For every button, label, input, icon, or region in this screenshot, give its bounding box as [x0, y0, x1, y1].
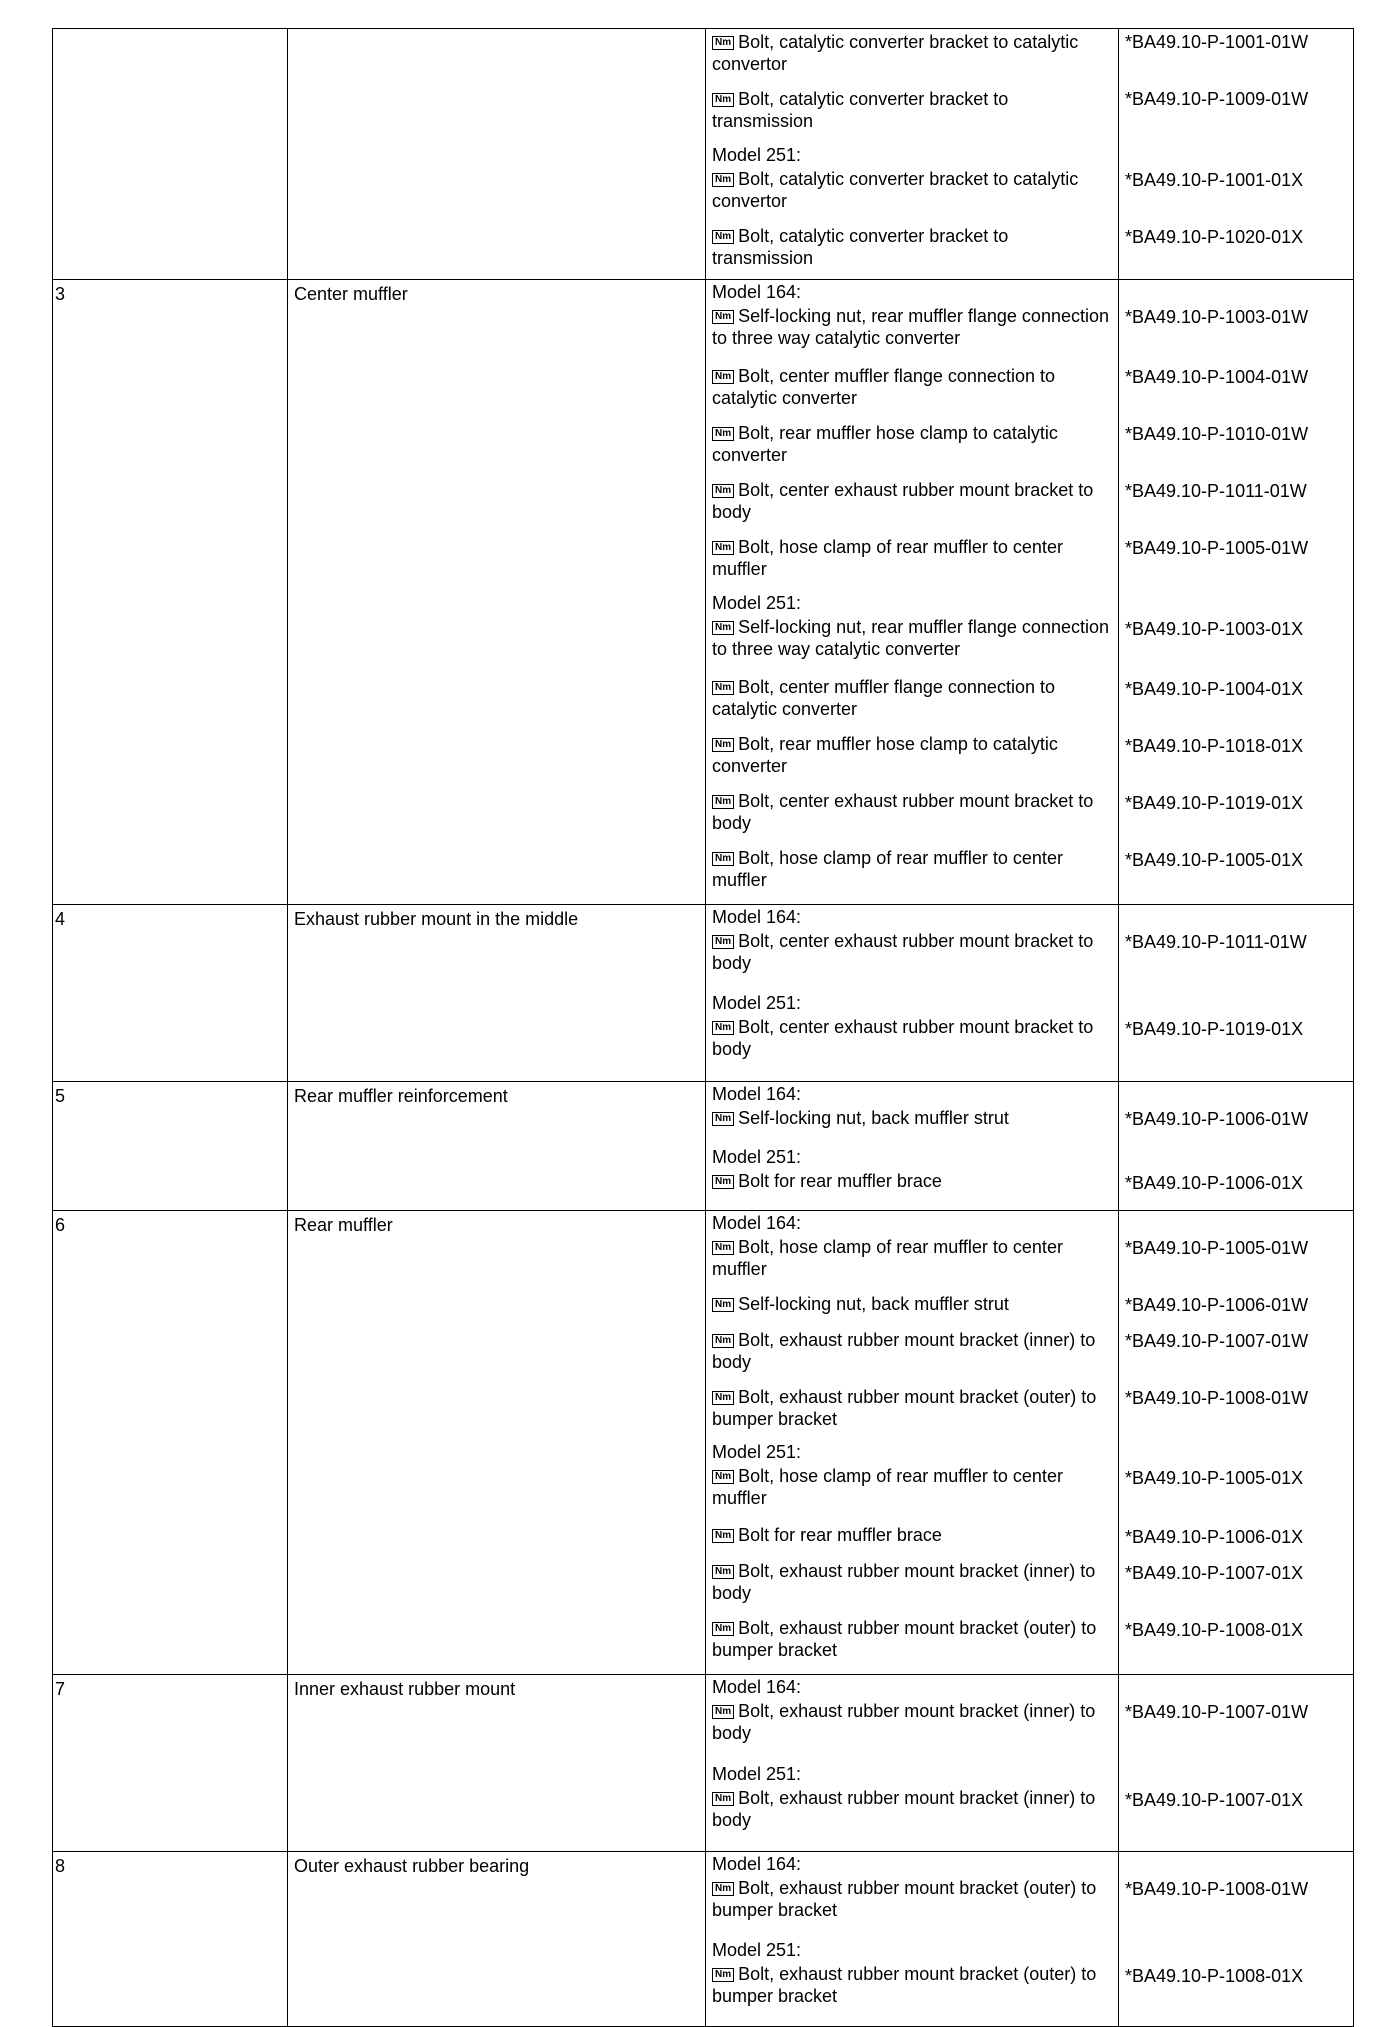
torque-nm-icon: Nm	[712, 1529, 734, 1543]
fastener-spec	[706, 303, 1118, 363]
reference-code[interactable]: *BA49.10-P-1019-01X	[1125, 1019, 1304, 1039]
torque-nm-icon: Nm	[712, 310, 734, 324]
fastener-description: Bolt, catalytic converter bracket to catalytic convertor	[712, 169, 1079, 211]
fastener-spec	[706, 1327, 1118, 1384]
fastener-description: Bolt for rear muffler brace	[738, 1525, 942, 1545]
fastener-description: Bolt, exhaust rubber mount bracket (outer) to bumper bracket	[712, 1618, 1097, 1660]
fastener-spec	[706, 1105, 1118, 1145]
reference-code[interactable]: *BA49.10-P-1001-01W	[1125, 32, 1309, 52]
fastener-description: Bolt, center muffler flange connection to catalytic converter	[712, 677, 1055, 719]
fastener-spec	[706, 1698, 1118, 1762]
component-name: Rear muffler	[288, 1211, 706, 1675]
component-name: Rear muffler reinforcement	[288, 1082, 706, 1211]
reference-code[interactable]: *BA49.10-P-1011-01W	[1125, 481, 1307, 501]
torque-nm-icon: Nm	[712, 370, 734, 384]
reference-code[interactable]: *BA49.10-P-1003-01W	[1125, 307, 1309, 327]
torque-nm-icon: Nm	[712, 1298, 734, 1312]
table-row	[53, 1082, 1354, 1211]
table-row	[53, 280, 1354, 905]
empty-code-cell	[1119, 1939, 1353, 1963]
empty-code-cell	[1119, 1675, 1353, 1699]
reference-code[interactable]: *BA49.10-P-1006-01X	[1125, 1527, 1304, 1547]
fastener-spec	[706, 674, 1118, 731]
item-number: 7	[53, 1675, 288, 1852]
empty-code-cell	[1119, 992, 1353, 1016]
torque-nm-icon: Nm	[712, 541, 734, 555]
fastener-description: Self-locking nut, back muffler strut	[738, 1294, 1009, 1314]
fastener-description: Bolt, center exhaust rubber mount bracket to body	[712, 791, 1094, 833]
torque-nm-icon: Nm	[712, 795, 734, 809]
fastener-description: Bolt, hose clamp of rear muffler to center muffler	[712, 1237, 1063, 1279]
torque-nm-icon: Nm	[712, 1792, 734, 1806]
reference-code[interactable]: *BA49.10-P-1008-01W	[1125, 1388, 1309, 1408]
fastener-spec	[706, 788, 1118, 845]
table-row	[53, 29, 1354, 280]
model-label: Model 251:	[712, 1442, 802, 1462]
fastener-spec	[706, 477, 1118, 534]
reference-code[interactable]: *BA49.10-P-1001-01X	[1125, 170, 1304, 190]
fastener-spec	[706, 1014, 1118, 1079]
fastener-spec	[706, 1234, 1118, 1291]
fastener-spec	[706, 1522, 1118, 1558]
table-row	[53, 905, 1354, 1082]
reference-code[interactable]: *BA49.10-P-1009-01W	[1125, 89, 1309, 109]
empty-code-cell	[1119, 1146, 1353, 1170]
item-number: 6	[53, 1211, 288, 1675]
fastener-spec	[706, 166, 1118, 223]
model-label: Model 251:	[712, 1940, 802, 1960]
table-row	[53, 1211, 1354, 1675]
fastener-spec	[706, 1291, 1118, 1327]
reference-code[interactable]: *BA49.10-P-1005-01W	[1125, 1238, 1309, 1258]
fastener-description: Bolt, center exhaust rubber mount bracket to body	[712, 931, 1094, 973]
model-label: Model 164:	[712, 1854, 802, 1874]
reference-code[interactable]: *BA49.10-P-1011-01W	[1125, 932, 1307, 952]
fastener-description: Bolt, exhaust rubber mount bracket (inner) to body	[712, 1788, 1096, 1830]
fastener-spec	[706, 1558, 1118, 1615]
fastener-description: Bolt, hose clamp of rear muffler to center muffler	[712, 537, 1063, 579]
torque-nm-icon: Nm	[712, 1565, 734, 1579]
fastener-description: Bolt, exhaust rubber mount bracket (outer) to bumper bracket	[712, 1387, 1097, 1429]
empty-code-cell	[1119, 1211, 1353, 1235]
empty-code-cell	[1119, 1852, 1353, 1876]
component-name: Outer exhaust rubber bearing	[288, 1852, 706, 2027]
fastener-spec	[706, 1875, 1118, 1938]
fastener-description: Bolt, exhaust rubber mount bracket (outer) to bumper bracket	[712, 1878, 1097, 1920]
fastener-spec	[706, 363, 1118, 420]
torque-nm-icon: Nm	[712, 427, 734, 441]
reference-code[interactable]: *BA49.10-P-1019-01X	[1125, 793, 1304, 813]
fastener-spec	[706, 29, 1118, 86]
model-label: Model 251:	[712, 145, 802, 165]
torque-spec-table-page	[52, 28, 1353, 2006]
item-number: 5	[53, 1082, 288, 1211]
fastener-description: Bolt, exhaust rubber mount bracket (outer) to bumper bracket	[712, 1964, 1097, 2006]
fastener-list	[706, 905, 1119, 1082]
fastener-spec	[706, 86, 1118, 143]
torque-nm-icon: Nm	[712, 1882, 734, 1896]
empty-code-cell	[1119, 1763, 1353, 1787]
empty-code-cell	[1119, 1082, 1353, 1106]
reference-code[interactable]: *BA49.10-P-1007-01X	[1125, 1790, 1304, 1810]
torque-nm-icon: Nm	[712, 230, 734, 244]
model-label: Model 164:	[712, 907, 802, 927]
reference-code-list	[1119, 29, 1354, 280]
fastener-spec	[706, 1961, 1118, 2024]
fastener-spec	[706, 534, 1118, 591]
fastener-spec	[706, 1384, 1118, 1440]
reference-code[interactable]: *BA49.10-P-1006-01W	[1125, 1295, 1309, 1315]
item-number: 3	[53, 280, 288, 905]
reference-code[interactable]: *BA49.10-P-1005-01X	[1125, 1468, 1304, 1488]
model-label: Model 164:	[712, 1213, 802, 1233]
fastener-description: Self-locking nut, rear muffler flange connection to three way catalytic converter	[712, 306, 1109, 348]
fastener-list	[706, 29, 1119, 280]
reference-code[interactable]: *BA49.10-P-1007-01W	[1125, 1331, 1309, 1351]
fastener-spec	[706, 1785, 1118, 1849]
fastener-spec	[706, 928, 1118, 991]
torque-nm-icon: Nm	[712, 484, 734, 498]
fastener-description: Bolt, exhaust rubber mount bracket (inner) to body	[712, 1701, 1096, 1743]
empty-code-cell	[1119, 280, 1353, 304]
model-label: Model 251:	[712, 1764, 802, 1784]
fastener-spec	[706, 420, 1118, 477]
reference-code[interactable]: *BA49.10-P-1003-01X	[1125, 619, 1304, 639]
torque-nm-icon: Nm	[712, 1334, 734, 1348]
fastener-description: Self-locking nut, back muffler strut	[738, 1108, 1009, 1128]
component-name: Exhaust rubber mount in the middle	[288, 905, 706, 1082]
reference-code-list	[1119, 280, 1354, 905]
torque-nm-icon: Nm	[712, 852, 734, 866]
reference-code[interactable]: *BA49.10-P-1004-01W	[1125, 367, 1309, 387]
fastener-description: Bolt, hose clamp of rear muffler to center muffler	[712, 848, 1063, 890]
torque-nm-icon: Nm	[712, 173, 734, 187]
torque-spec-table	[52, 28, 1354, 2027]
table-row	[53, 1852, 1354, 2027]
fastener-spec	[706, 731, 1118, 788]
model-label: Model 251:	[712, 593, 802, 613]
reference-code[interactable]: *BA49.10-P-1020-01X	[1125, 227, 1304, 247]
torque-nm-icon: Nm	[712, 1021, 734, 1035]
fastener-description: Bolt, exhaust rubber mount bracket (inner) to body	[712, 1561, 1096, 1603]
reference-code[interactable]: *BA49.10-P-1008-01X	[1125, 1620, 1304, 1640]
fastener-list	[706, 1852, 1119, 2027]
component-name	[288, 29, 706, 280]
reference-code[interactable]: *BA49.10-P-1006-01X	[1125, 1173, 1304, 1193]
fastener-list	[706, 280, 1119, 905]
model-label: Model 164:	[712, 282, 802, 302]
reference-code-list	[1119, 1082, 1354, 1211]
torque-nm-icon: Nm	[712, 1470, 734, 1484]
fastener-spec	[706, 614, 1118, 674]
fastener-description: Bolt, rear muffler hose clamp to catalytic converter	[712, 734, 1058, 776]
model-label: Model 164:	[712, 1677, 802, 1697]
reference-code[interactable]: *BA49.10-P-1010-01W	[1125, 424, 1309, 444]
empty-code-cell	[1119, 1441, 1353, 1465]
fastener-description: Bolt, catalytic converter bracket to catalytic convertor	[712, 32, 1079, 74]
table-row	[53, 1675, 1354, 1852]
fastener-spec	[706, 1168, 1118, 1208]
reference-code[interactable]: *BA49.10-P-1008-01W	[1125, 1879, 1309, 1899]
fastener-description: Self-locking nut, rear muffler flange connection to three way catalytic converter	[712, 617, 1109, 659]
reference-code-list	[1119, 1675, 1354, 1852]
torque-nm-icon: Nm	[712, 36, 734, 50]
component-name: Inner exhaust rubber mount	[288, 1675, 706, 1852]
torque-nm-icon: Nm	[712, 935, 734, 949]
fastener-spec	[706, 223, 1118, 278]
fastener-spec	[706, 1615, 1118, 1672]
reference-code[interactable]: *BA49.10-P-1004-01X	[1125, 679, 1304, 699]
model-label: Model 164:	[712, 1084, 802, 1104]
torque-nm-icon: Nm	[712, 621, 734, 635]
fastener-spec	[706, 845, 1118, 902]
fastener-list	[706, 1082, 1119, 1211]
torque-nm-icon: Nm	[712, 1112, 734, 1126]
fastener-description: Bolt, rear muffler hose clamp to catalytic converter	[712, 423, 1058, 465]
reference-code[interactable]: *BA49.10-P-1006-01W	[1125, 1109, 1309, 1129]
torque-nm-icon: Nm	[712, 1968, 734, 1982]
fastener-description: Bolt, catalytic converter bracket to transmission	[712, 226, 1009, 268]
reference-code[interactable]: *BA49.10-P-1007-01X	[1125, 1563, 1304, 1583]
reference-code-list	[1119, 1852, 1354, 2027]
reference-code[interactable]: *BA49.10-P-1007-01W	[1125, 1702, 1309, 1722]
model-label: Model 251:	[712, 993, 802, 1013]
fastener-spec	[706, 1463, 1118, 1522]
torque-nm-icon: Nm	[712, 738, 734, 752]
fastener-list	[706, 1675, 1119, 1852]
fastener-description: Bolt, catalytic converter bracket to transmission	[712, 89, 1009, 131]
empty-code-cell	[1119, 143, 1353, 167]
torque-nm-icon: Nm	[712, 1622, 734, 1636]
fastener-description: Bolt, exhaust rubber mount bracket (inner) to body	[712, 1330, 1096, 1372]
fastener-description: Bolt, center muffler flange connection to catalytic converter	[712, 366, 1055, 408]
torque-nm-icon: Nm	[712, 681, 734, 695]
fastener-description: Bolt, hose clamp of rear muffler to center muffler	[712, 1466, 1063, 1508]
empty-code-cell	[1119, 905, 1353, 929]
reference-code-list	[1119, 905, 1354, 1082]
torque-nm-icon: Nm	[712, 1175, 734, 1189]
reference-code[interactable]: *BA49.10-P-1005-01X	[1125, 850, 1304, 870]
torque-nm-icon: Nm	[712, 1241, 734, 1255]
torque-nm-icon: Nm	[712, 93, 734, 107]
fastener-description: Bolt, center exhaust rubber mount bracket to body	[712, 480, 1094, 522]
reference-code[interactable]: *BA49.10-P-1018-01X	[1125, 736, 1304, 756]
item-number: 8	[53, 1852, 288, 2027]
item-number	[53, 29, 288, 280]
component-name: Center muffler	[288, 280, 706, 905]
model-label: Model 251:	[712, 1147, 802, 1167]
reference-code-list	[1119, 1211, 1354, 1675]
reference-code[interactable]: *BA49.10-P-1008-01X	[1125, 1966, 1304, 1986]
fastener-description: Bolt, center exhaust rubber mount bracket to body	[712, 1017, 1094, 1059]
torque-nm-icon: Nm	[712, 1391, 734, 1405]
fastener-description: Bolt for rear muffler brace	[738, 1171, 942, 1191]
reference-code[interactable]: *BA49.10-P-1005-01W	[1125, 538, 1309, 558]
item-number: 4	[53, 905, 288, 1082]
table-body	[53, 29, 1354, 2027]
empty-code-cell	[1119, 592, 1353, 616]
torque-nm-icon: Nm	[712, 1705, 734, 1719]
fastener-list	[706, 1211, 1119, 1675]
